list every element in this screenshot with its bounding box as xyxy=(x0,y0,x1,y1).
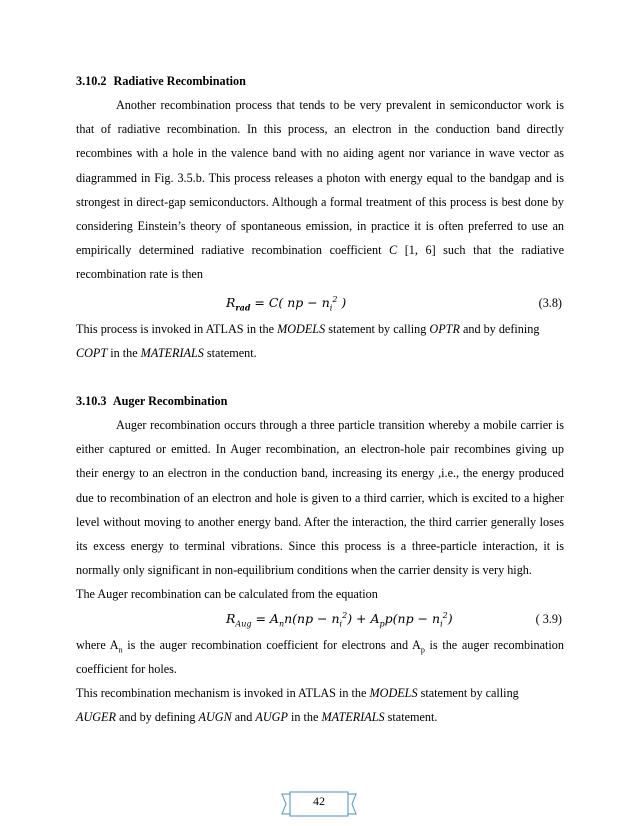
equation-3-8 xyxy=(76,287,564,317)
page-content xyxy=(76,69,564,729)
equation-formula: $R_{Aug} = A_nn(np - n_i^2) + A_pp(np - n_i^2)$ xyxy=(226,610,453,629)
page-number: 42 xyxy=(313,794,325,808)
paragraph-auger-equation-intro: The Auger recombination can be calculated from the equation xyxy=(76,587,378,602)
text-run-italic: C xyxy=(389,243,398,258)
section-title: Auger Recombination xyxy=(112,394,228,409)
paragraph-radiative-intro xyxy=(76,93,564,287)
paragraph-auger-atlas xyxy=(76,681,564,729)
text-run: is the auger recombination coefficient for electrons and A xyxy=(122,637,421,652)
paragraph-radiative-atlas xyxy=(76,317,564,365)
text-run: and by defining xyxy=(115,710,199,725)
text-run-italic: AUGER xyxy=(76,710,116,725)
paragraph-auger-intro: Auger recombination occurs through a three particle transition whereby a mobile carrier is either captured or emitted. In Auger recombination, an electron-hole pair recombines giving up their energy to an electron in the conduction band, increasing its energy ,i.e., the energy produced due to recombination of an electron and hole is given to a third carrier, which is excited to a higher level without moving to another energy band. After the interaction, the third carrier generally loses its excess energy to terminal vibrations. Since this process is a three-particle interaction, it is normally only significant in non-equilibrium conditions when the carrier density is very high. xyxy=(76,418,564,578)
subscript: p xyxy=(420,645,425,655)
text-run-italic: MATERIALS xyxy=(321,710,385,725)
text-run: statement by calling xyxy=(417,686,519,701)
text-run: This recombination mechanism is invoked in ATLAS in the xyxy=(76,686,370,701)
text-run-italic: AUGP xyxy=(255,710,288,725)
section-heading-auger xyxy=(76,389,564,413)
text-run: in the xyxy=(287,710,322,725)
text-run-italic: AUGN xyxy=(198,710,232,725)
paragraph-auger-coefficients xyxy=(76,633,564,681)
text-run: statement. xyxy=(203,345,257,360)
subscript: n xyxy=(118,645,123,655)
text-run-italic: OPTR xyxy=(429,321,460,336)
text-run: This process is invoked in ATLAS in the xyxy=(76,321,278,336)
text-run-italic: MODELS xyxy=(277,321,326,336)
section-heading-radiative xyxy=(76,69,564,93)
section-number: 3.10.3 xyxy=(76,394,107,409)
text-run: is the auger recombination coefficient for holes. xyxy=(76,637,564,676)
section-title: Radiative Recombination xyxy=(113,74,246,88)
equation-formula: $R_{rad} = C$( np − $n_i^2$ ) xyxy=(226,294,347,313)
text-run-italic: MATERIALS xyxy=(140,345,204,360)
text-run-italic: COPT xyxy=(76,345,108,360)
equation-number: (3.8) xyxy=(538,295,562,310)
text-run: in the xyxy=(107,345,141,360)
equation-number: ( 3.9) xyxy=(535,611,562,626)
page-number-footer xyxy=(280,791,358,817)
text-run: statement by calling xyxy=(325,321,430,336)
section-spacer xyxy=(76,365,564,389)
section-number: 3.10.2 xyxy=(76,74,107,88)
text-run: and by defining xyxy=(459,321,540,336)
text-run: and xyxy=(231,710,256,725)
text-run-italic: MODELS xyxy=(369,686,418,701)
text-run: statement. xyxy=(384,710,438,725)
text-run: [1, 6] such that the radiative recombination rate is then xyxy=(76,243,564,282)
text-run: where A xyxy=(76,637,119,652)
text-run: Another recombination process that tends to be very prevalent in semiconductor work is that of radiative recombination. In this process, an electron in the conduction band directly recombines with a hole in the valence band with no aiding agent nor variance in wave vector as diagrammed in Fig. 3.5.b. This process releases a photon with energy equal to the bandgap and is strongest in direct-gap semiconductors. Although a formal treatment of this process is best done by considering Einstein’s theory of spontaneous emission, in practice it is often preferred to use an empirically determined radiative recombination coefficient xyxy=(76,98,564,258)
equation-3-9 xyxy=(76,607,564,633)
